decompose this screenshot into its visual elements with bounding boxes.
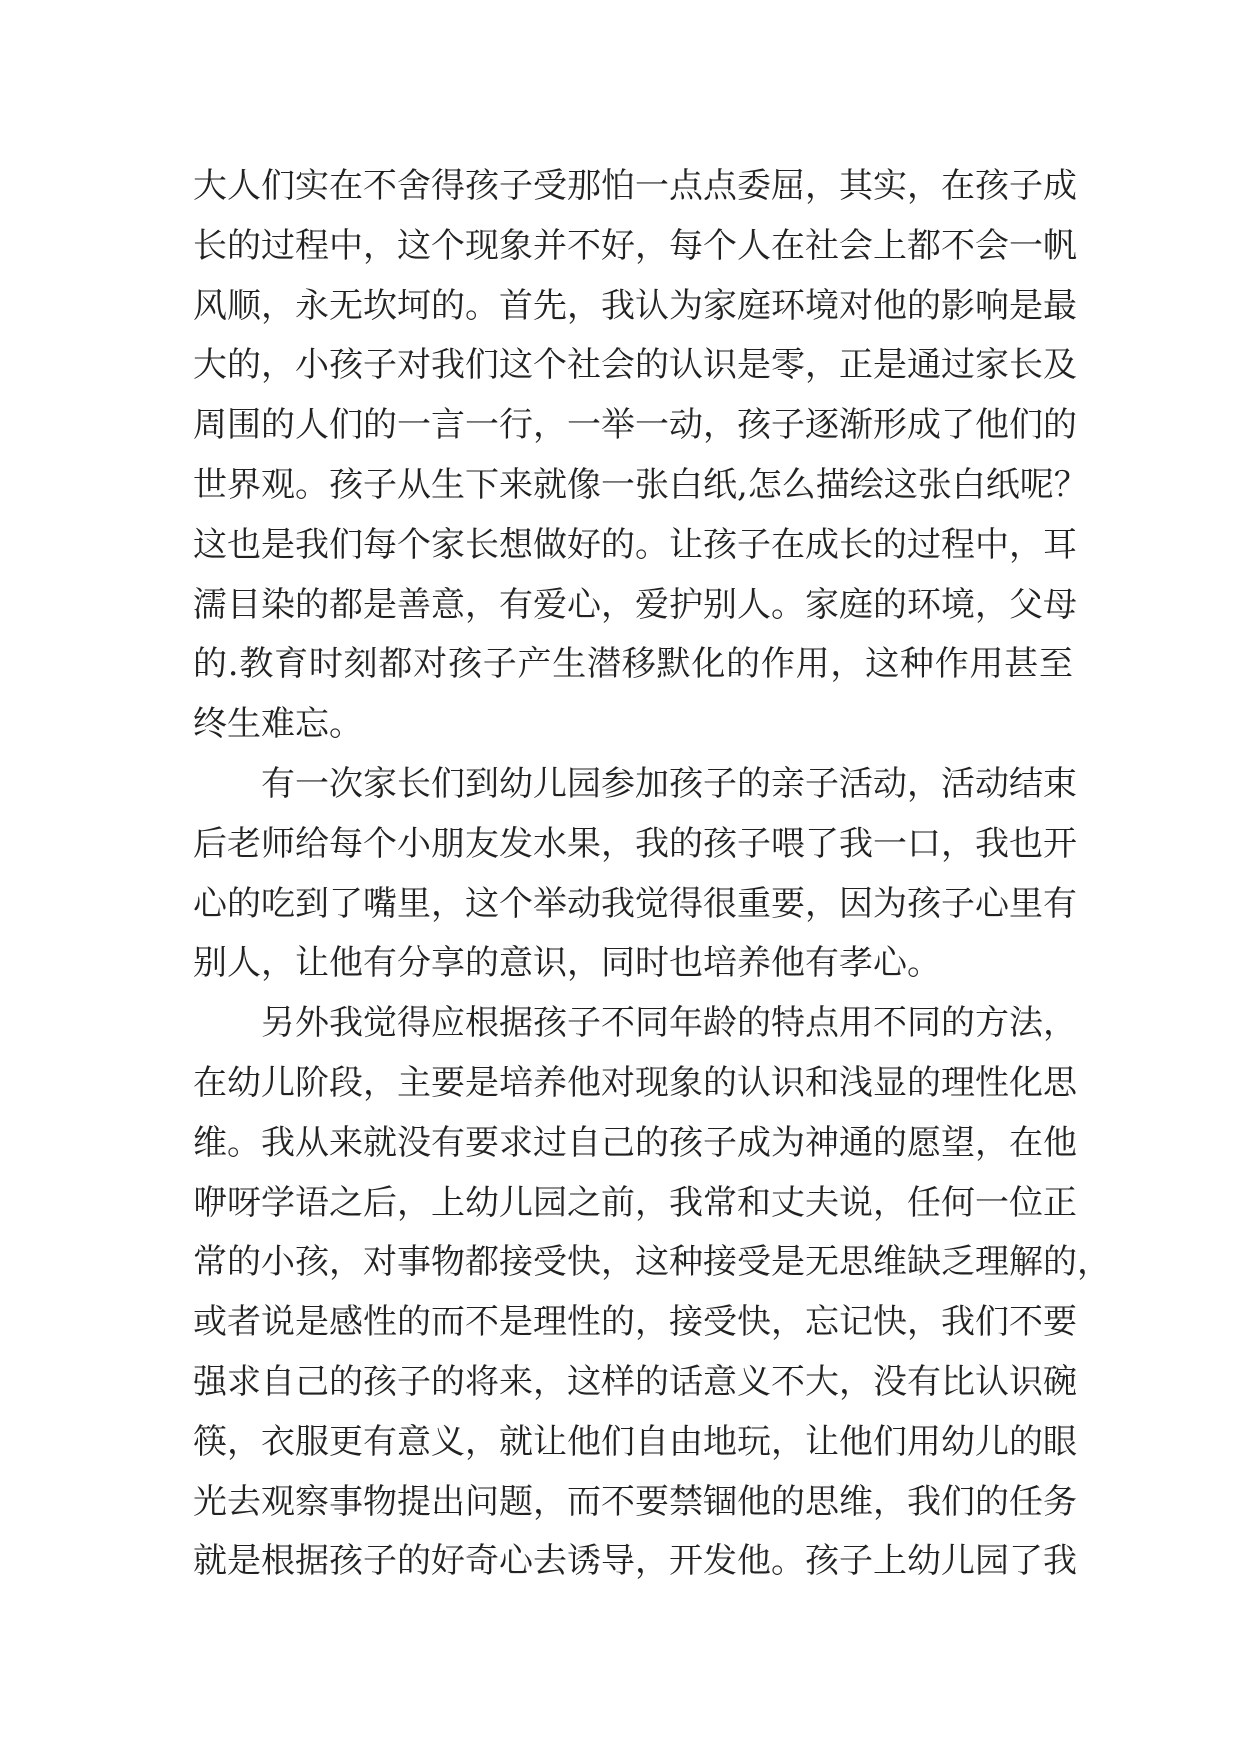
paragraph-2-line-4: 别人，让他有分享的意识，同时也培养他有孝心。 bbox=[193, 943, 941, 984]
paragraph-1-line-5: 周围的人们的一言一行，一举一动，孩子逐渐形成了他们的 bbox=[193, 405, 1077, 446]
paragraph-3-line-7: 强求自己的孩子的将来，这样的话意义不大，没有比认识碗 bbox=[193, 1361, 1077, 1402]
paragraph-2-line-1: 有一次家长们到幼儿园参加孩子的亲子活动，活动结束 bbox=[261, 763, 1077, 804]
paragraph-1-line-6: 世界观。孩子从生下来就像一张白纸,怎么描绘这张白纸呢？ bbox=[193, 464, 1088, 505]
paragraph-3-line-1: 另外我觉得应根据孩子不同年龄的特点用不同的方法， bbox=[261, 1003, 1077, 1044]
paragraph-3-line-2: 在幼儿阶段，主要是培养他对现象的认识和浅显的理性化思 bbox=[193, 1062, 1077, 1103]
paragraph-1-line-2: 长的过程中，这个现象并不好，每个人在社会上都不会一帆 bbox=[193, 225, 1077, 266]
paragraph-3-line-8: 筷，衣服更有意义，就让他们自由地玩，让他们用幼儿的眼 bbox=[193, 1421, 1077, 1462]
paragraph-2-line-2: 后老师给每个小朋友发水果，我的孩子喂了我一口，我也开 bbox=[193, 823, 1077, 864]
paragraph-1-line-4: 大的，小孩子对我们这个社会的认识是零，正是通过家长及 bbox=[193, 345, 1077, 386]
paragraph-3-line-4: 咿呀学语之后，上幼儿园之前，我常和丈夫说，任何一位正 bbox=[193, 1182, 1077, 1223]
paragraph-3-line-3: 维。我从来就没有要求过自己的孩子成为神通的愿望，在他 bbox=[193, 1122, 1077, 1163]
paragraph-3-line-6: 或者说是感性的而不是理性的，接受快，忘记快，我们不要 bbox=[193, 1302, 1077, 1343]
paragraph-1-line-3: 风顺，永无坎坷的。首先，我认为家庭环境对他的影响是最 bbox=[193, 285, 1077, 326]
document-body bbox=[193, 157, 1111, 1592]
paragraph-1-line-1: 大人们实在不舍得孩子受那怕一点点委屈，其实，在孩子成 bbox=[193, 166, 1077, 206]
paragraph-1-line-8: 濡目染的都是善意，有爱心，爱护别人。家庭的环境，父母 bbox=[193, 584, 1077, 625]
paragraph-2-line-3: 心的吃到了嘴里，这个举动我觉得很重要，因为孩子心里有 bbox=[193, 883, 1077, 924]
paragraph-3-line-9: 光去观察事物提出问题，而不要禁锢他的思维，我们的任务 bbox=[193, 1481, 1077, 1522]
paragraph-1-line-10: 终生难忘。 bbox=[193, 704, 363, 745]
paragraph-1-line-7: 这也是我们每个家长想做好的。让孩子在成长的过程中，耳 bbox=[193, 524, 1077, 565]
paragraph-1-line-9: 的.教育时刻都对孩子产生潜移默化的作用，这种作用甚至 bbox=[193, 644, 1073, 685]
paragraph-3-line-5: 常的小孩，对事物都接受快，这种接受是无思维缺乏理解的， bbox=[193, 1242, 1111, 1283]
paragraph-3-line-10: 就是根据孩子的好奇心去诱导，开发他。孩子上幼儿园了我 bbox=[193, 1541, 1077, 1582]
